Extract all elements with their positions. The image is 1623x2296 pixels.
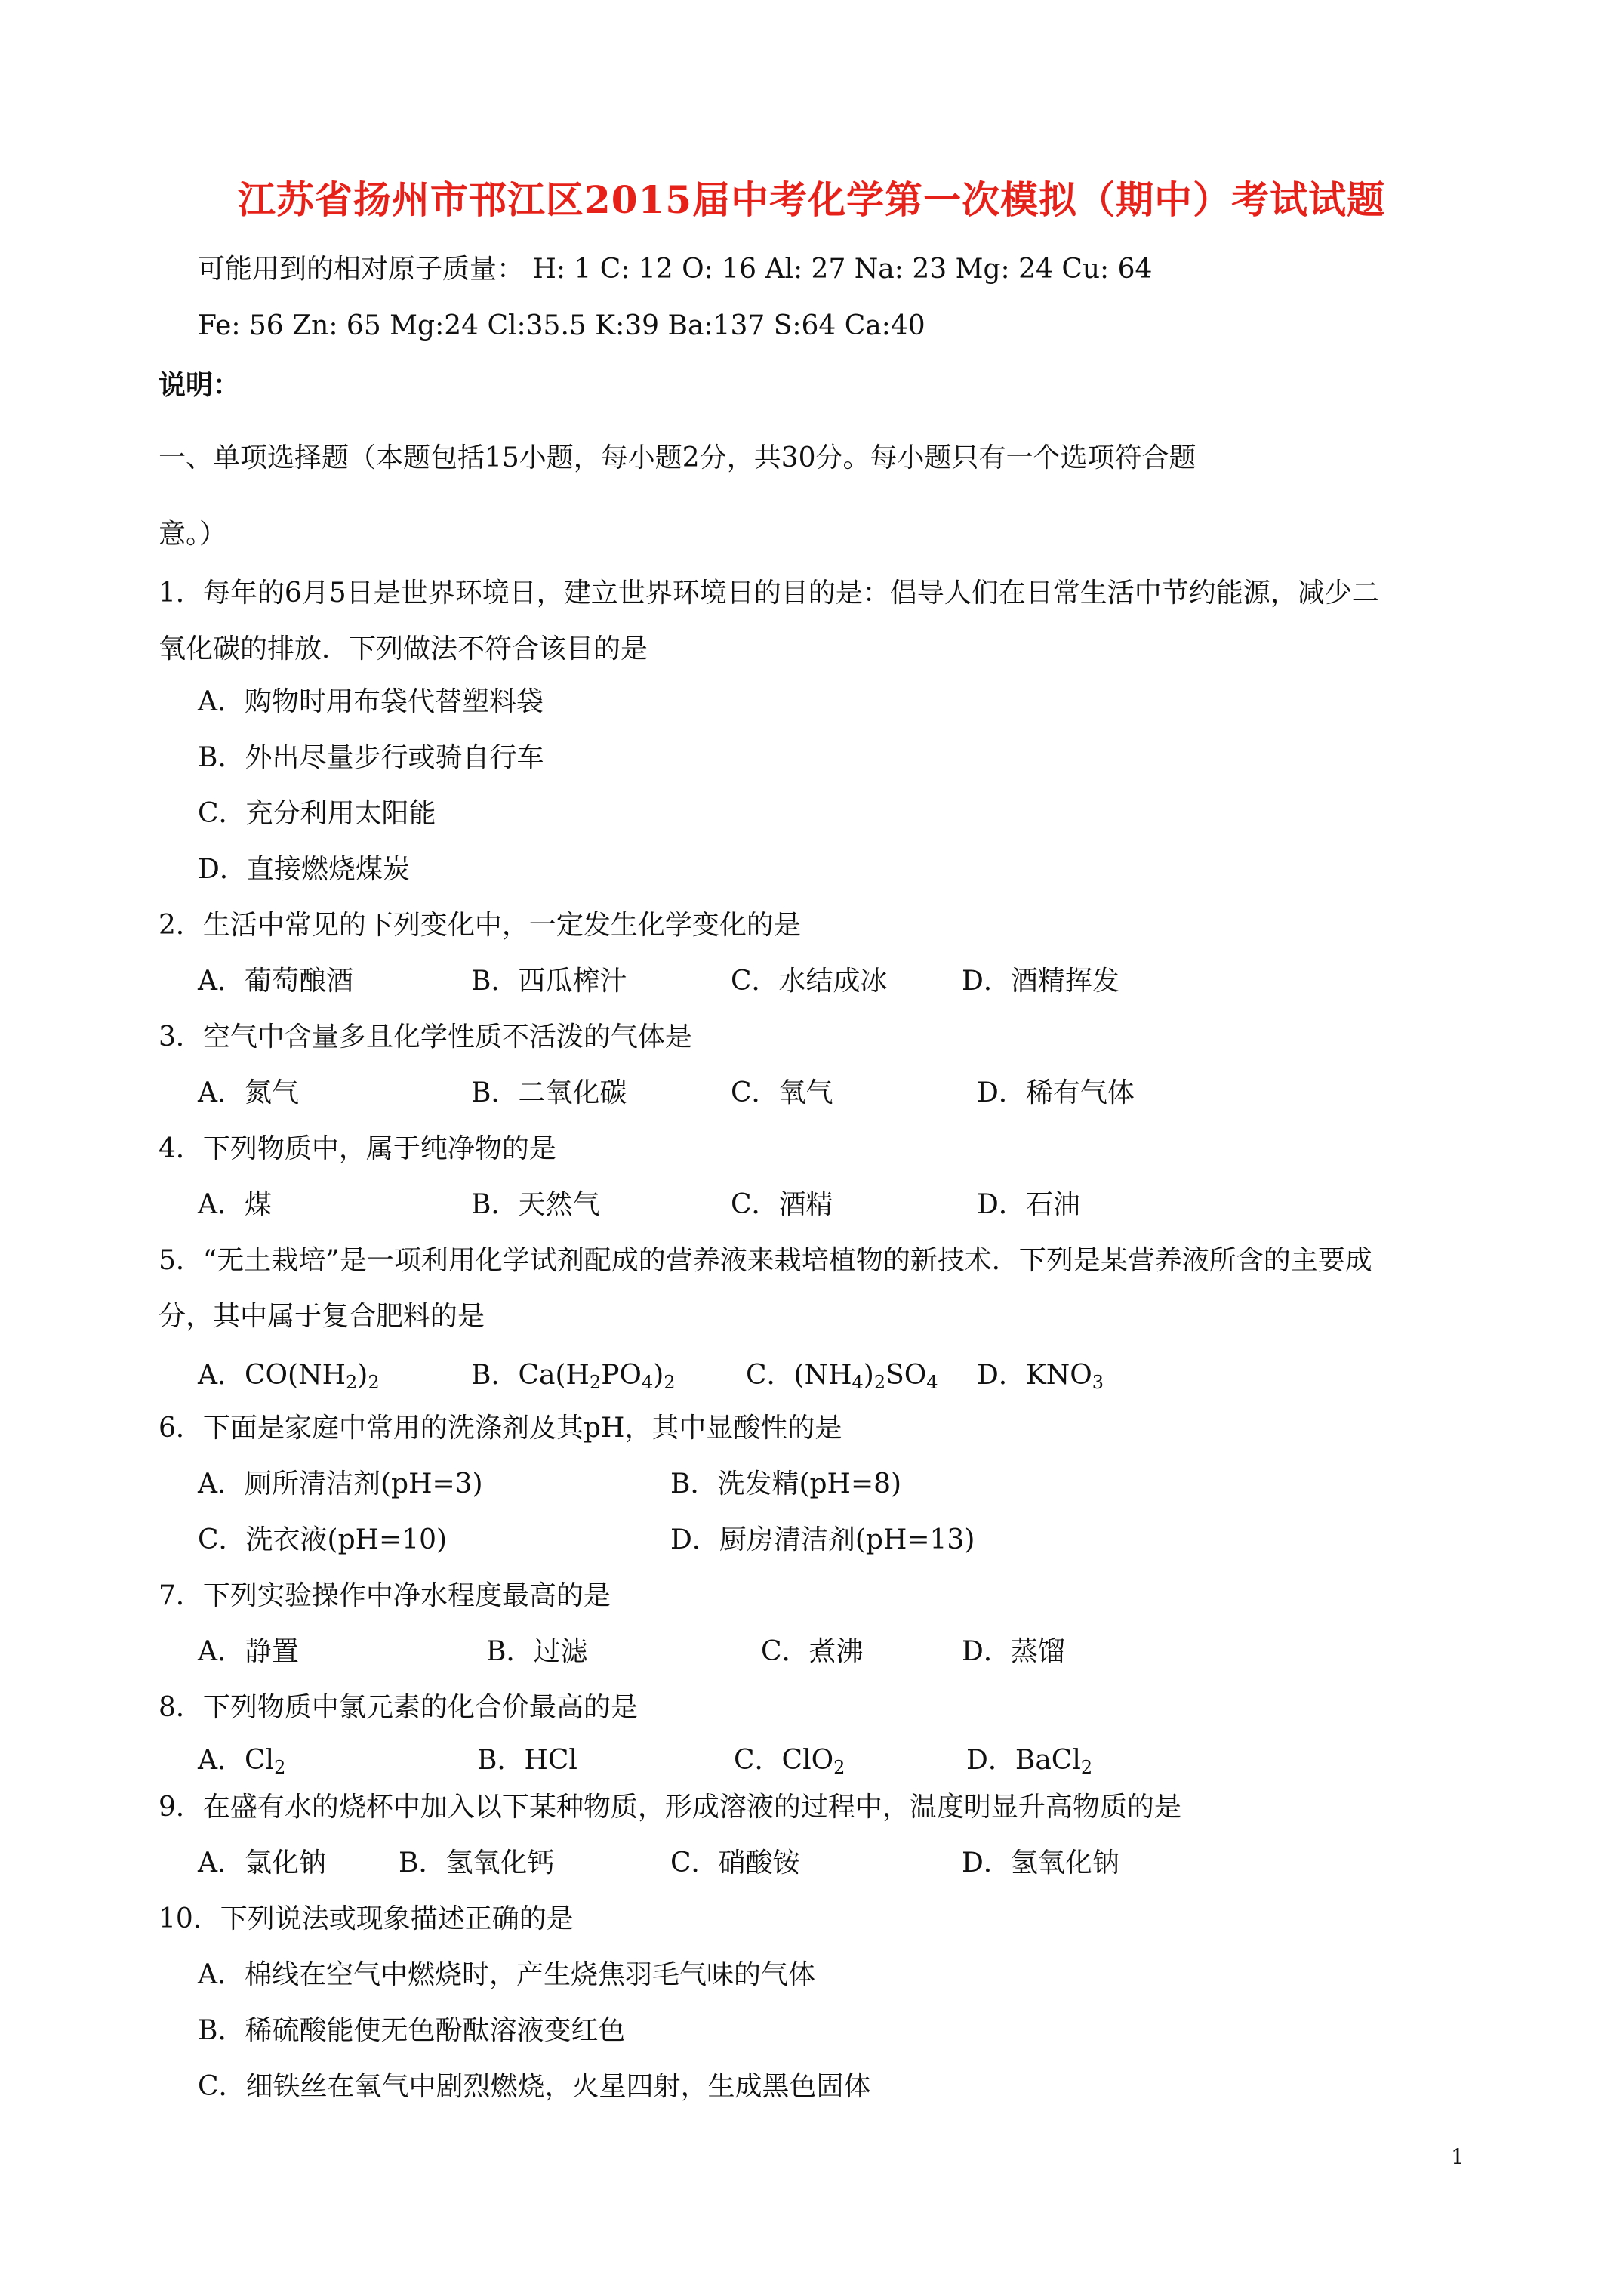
atomic-mass-line-1: 可能用到的相对原子质量： H: 1 C: 12 O: 16 Al: 27 Na: 23 Mg: 24 Cu: 64	[198, 254, 1153, 285]
q4-option-a: A．煤	[198, 1189, 272, 1220]
q9-option-a: A．氯化钠	[198, 1848, 326, 1878]
q3-option-b: B．二氧化碳	[471, 1077, 627, 1108]
q3-option-a: A．氮气	[198, 1077, 299, 1108]
q7-option-c: C．煮沸	[761, 1636, 864, 1667]
q7-stem: 7．下列实验操作中净水程度最高的是	[159, 1580, 611, 1611]
q7-option-a: A．静置	[198, 1636, 299, 1667]
q10-option-a: A．棉线在空气中燃烧时，产生烧焦羽毛气味的气体	[198, 1959, 815, 1990]
page-number: 1	[1451, 2144, 1464, 2169]
q1-stem-line-2: 氧化碳的排放．下列做法不符合该目的是	[159, 633, 648, 664]
q10-option-c: C．细铁丝在氧气中剧烈燃烧，火星四射，生成黑色固体	[198, 2071, 871, 2102]
q8-option-d: D．BaCl$_2$	[966, 1745, 1093, 1778]
q8-options	[0, 1744, 1623, 1777]
q8-option-b: B．HCl	[477, 1745, 577, 1776]
note-label: 说明：	[159, 369, 241, 401]
q1-option-d: D．直接燃烧煤炭	[198, 854, 410, 885]
q5-option-a: A．$CO(NH_2)_2$	[198, 1360, 380, 1393]
q5-option-c: C．$(NH_4)_2SO_4$	[746, 1360, 938, 1393]
section-heading-line-1: 一、单项选择题（本题包括15小题，每小题2分，共30分。每小题只有一个选项符合题	[159, 442, 1196, 473]
q2-options	[0, 965, 1623, 998]
q6-options-row-2	[0, 1524, 1623, 1557]
q9-stem: 9．在盛有水的烧杯中加入以下某种物质，形成溶液的过程中，温度明显升高物质的是	[159, 1792, 1181, 1823]
q5-stem-line-2: 分，其中属于复合肥料的是	[159, 1301, 485, 1332]
q4-option-b: B．天然气	[471, 1189, 600, 1220]
q4-options	[0, 1188, 1623, 1222]
q8-option-a: A．$Cl_2$	[198, 1745, 286, 1778]
q9-options	[0, 1847, 1623, 1880]
q6-option-d: D．厨房清洁剂(pH=13)	[670, 1524, 975, 1555]
q7-option-b: B．过滤	[486, 1636, 588, 1667]
q9-option-b: B．氢氧化钙	[399, 1848, 555, 1878]
q3-option-d: D．稀有气体	[977, 1077, 1135, 1108]
q2-option-a: A．葡萄酿酒	[198, 966, 353, 997]
q5-options	[0, 1359, 1623, 1392]
q6-options-row-1	[0, 1468, 1623, 1501]
q6-option-c: C．洗衣液(pH=10)	[198, 1524, 448, 1555]
q3-option-c: C．氧气	[731, 1077, 833, 1108]
q9-option-d: D．氢氧化钠	[962, 1848, 1119, 1878]
q6-option-b: B．洗发精(pH=8)	[670, 1469, 902, 1499]
q3-options	[0, 1077, 1623, 1110]
page-title: 江苏省扬州市邗江区2015届中考化学第一次模拟（期中）考试试题	[237, 177, 1386, 222]
q2-option-d: D．酒精挥发	[962, 966, 1119, 997]
q7-options	[0, 1635, 1623, 1669]
q4-stem: 4．下列物质中，属于纯净物的是	[159, 1133, 556, 1164]
q7-option-d: D．蒸馏	[962, 1636, 1065, 1667]
section-heading-line-2: 意。）	[159, 519, 227, 550]
q8-stem: 8．下列物质中氯元素的化合价最高的是	[159, 1692, 638, 1723]
q9-option-c: C．硝酸铵	[670, 1848, 800, 1878]
q10-stem: 10．下列说法或现象描述正确的是	[159, 1903, 574, 1934]
q1-option-c: C．充分利用太阳能	[198, 798, 436, 829]
q6-option-a: A．厕所清洁剂(pH=3)	[198, 1469, 483, 1499]
q2-option-c: C．水结成冰	[731, 966, 888, 997]
q6-stem: 6．下面是家庭中常用的洗涤剂及其pH，其中显酸性的是	[159, 1413, 842, 1444]
q5-option-b: B．$Ca(H_2PO_4)_2$	[471, 1360, 676, 1393]
q4-option-d: D．石油	[977, 1189, 1080, 1220]
atomic-mass-line-2: Fe: 56 Zn: 65 Mg:24 Cl:35.5 K:39 Ba:137 S:64 Ca:40	[198, 310, 925, 341]
q2-option-b: B．西瓜榨汁	[471, 966, 627, 997]
q8-option-c: C．ClO$_2$	[734, 1745, 845, 1778]
q5-stem-line-1: 5．“无土栽培”是一项利用化学试剂配成的营养液来栽培植物的新技术．下列是某营养液所含的主要成	[159, 1245, 1372, 1276]
q1-stem-line-1: 1．每年的6月5日是世界环境日，建立世界环境日的目的是：倡导人们在日常生活中节约能源，减少二	[159, 578, 1379, 609]
q1-option-a: A．购物时用布袋代替塑料袋	[198, 686, 544, 717]
q4-option-c: C．酒精	[731, 1189, 833, 1220]
q5-option-d: D．$KNO_3$	[977, 1360, 1104, 1393]
q3-stem: 3．空气中含量多且化学性质不活泼的气体是	[159, 1022, 692, 1052]
q1-option-b: B．外出尽量步行或骑自行车	[198, 742, 544, 773]
q2-stem: 2．生活中常见的下列变化中，一定发生化学变化的是	[159, 910, 801, 941]
q10-option-b: B．稀硫酸能使无色酚酞溶液变红色	[198, 2015, 626, 2046]
